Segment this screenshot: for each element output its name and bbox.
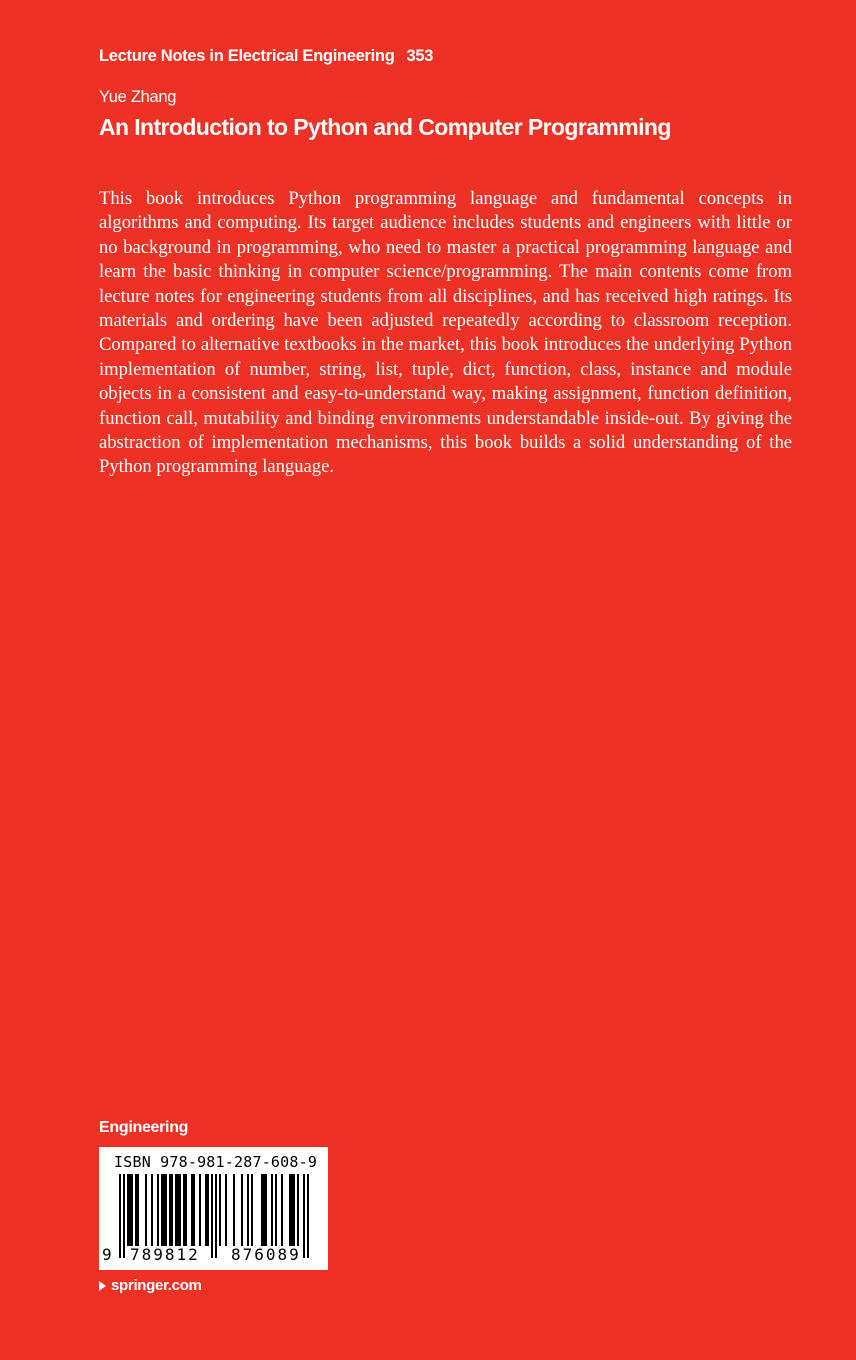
book-description: This book introduces Python programming language and fundamental concepts in algorithms and computing. Its target audience includes students and engineers with little or no background in programming, who need to master a practical programming language and learn the basic thinking in computer science/programming. The main contents come from lecture notes for engineering students from all disciplines, and has received high ratings. Its materials and ordering have been adjusted repeatedly according to classroom reception. Compared to alternative textbooks in the market, this book introduces the underlying Python implementation of number, string, list, tuple, dict, function, class, instance and module objects in a consistent and easy-to-understand way, making assignment, function definition, function call, mutability and binding environments understandable inside-out. By giving the abstraction of implementation mechanisms, this book builds a solid understanding of the Python programming language. [99,188,792,478]
barcode-bar [265,1174,267,1246]
series-name: Lecture Notes in Electrical Engineering [99,47,395,65]
barcode-bar [303,1174,305,1258]
barcode-bar [191,1174,193,1246]
barcode-bar [275,1174,277,1246]
barcode-bar [225,1174,227,1246]
barcode-bar [183,1174,185,1246]
barcode-bar [185,1174,187,1246]
barcode-bar [171,1174,173,1246]
barcode-bar [135,1174,137,1246]
barcode-bar [251,1174,253,1246]
book-title: An Introduction to Python and Computer Programming [99,114,671,140]
barcode-bar [165,1174,167,1246]
barcode-bar [307,1174,309,1258]
barcode-bar [123,1174,125,1258]
barcode-bar [131,1174,133,1246]
barcode-bar [127,1174,129,1246]
barcode-bar [119,1174,121,1258]
barcode-bar [169,1174,171,1246]
barcode-bar [175,1174,177,1246]
barcode-bar [137,1174,139,1246]
barcode-left-digits: 789812 [130,1245,200,1264]
barcode-bar [247,1174,249,1246]
barcode-bar [263,1174,265,1246]
isbn-text: ISBN 978-981-287-608-9 [114,1153,318,1171]
barcode-bar [177,1174,179,1246]
barcode-bar [297,1174,299,1246]
barcode-bar [293,1174,295,1246]
barcode-bar [179,1174,181,1246]
barcode-bar [161,1174,163,1246]
barcode-bar [151,1174,153,1246]
barcode-bar [157,1174,159,1246]
barcode-bar [219,1174,221,1246]
subject-label: Engineering [99,1119,189,1136]
barcode-bar [215,1174,217,1258]
arrow-right-icon [99,1281,106,1291]
barcode-right-digits: 876089 [231,1245,301,1264]
barcode-bar [199,1174,201,1246]
barcode-bar [163,1174,165,1246]
publisher-website-label: springer.com [111,1277,202,1294]
barcode-bar [233,1174,235,1246]
barcode-bar [241,1174,243,1246]
barcode-bar [289,1174,291,1246]
barcode-bar [145,1174,147,1246]
barcode-bar [205,1174,207,1246]
barcode-bar [271,1174,273,1246]
series-line [99,47,433,66]
barcode-bar [193,1174,195,1246]
barcode-bar [211,1174,213,1258]
barcode-bar [281,1174,283,1246]
barcode-bar [129,1174,131,1246]
barcode-bar [261,1174,263,1246]
barcode-bar [291,1174,293,1246]
barcode-bar [207,1174,209,1246]
series-volume: 353 [406,47,434,65]
author-name: Yue Zhang [99,88,177,106]
publisher-website[interactable] [99,1277,202,1294]
barcode-lead-digit: 9 [102,1245,112,1264]
isbn-barcode [99,1147,328,1270]
